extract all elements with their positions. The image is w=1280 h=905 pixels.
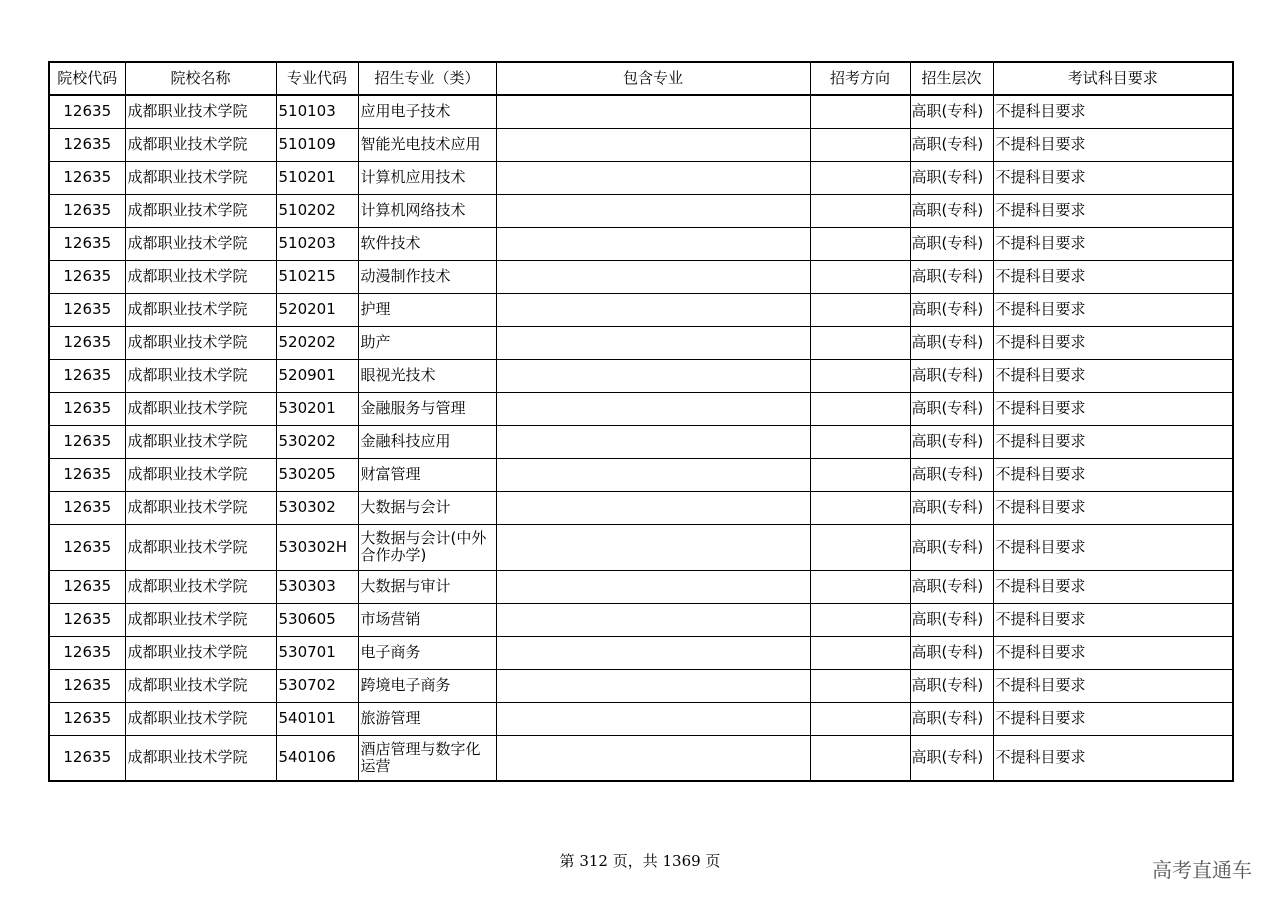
cell-school-code: 12635 [49, 293, 125, 326]
cell-school-code: 12635 [49, 425, 125, 458]
cell-direction [810, 603, 910, 636]
cell-level: 高职(专科) [910, 425, 993, 458]
cell-school-code: 12635 [49, 95, 125, 128]
cell-included-majors [496, 260, 810, 293]
cell-level: 高职(专科) [910, 735, 993, 781]
cell-level: 高职(专科) [910, 194, 993, 227]
cell-level: 高职(专科) [910, 260, 993, 293]
cell-level: 高职(专科) [910, 128, 993, 161]
cell-school-name: 成都职业技术学院 [125, 425, 276, 458]
cell-level: 高职(专科) [910, 603, 993, 636]
cell-major-code: 530303 [276, 570, 358, 603]
cell-major: 计算机应用技术 [358, 161, 496, 194]
cell-major: 大数据与会计(中外合作办学) [358, 524, 496, 570]
cell-major: 软件技术 [358, 227, 496, 260]
cell-subject-requirement: 不提科目要求 [993, 128, 1233, 161]
cell-school-name: 成都职业技术学院 [125, 359, 276, 392]
cell-major-code: 510203 [276, 227, 358, 260]
cell-major: 眼视光技术 [358, 359, 496, 392]
cell-subject-requirement: 不提科目要求 [993, 95, 1233, 128]
cell-school-code: 12635 [49, 603, 125, 636]
table-row [49, 702, 1233, 735]
cell-subject-requirement: 不提科目要求 [993, 161, 1233, 194]
cell-included-majors [496, 359, 810, 392]
cell-major: 计算机网络技术 [358, 194, 496, 227]
cell-school-code: 12635 [49, 359, 125, 392]
cell-subject-requirement: 不提科目要求 [993, 636, 1233, 669]
cell-major-code: 510109 [276, 128, 358, 161]
table-row [49, 603, 1233, 636]
cell-direction [810, 392, 910, 425]
cell-school-code: 12635 [49, 669, 125, 702]
cell-direction [810, 491, 910, 524]
cell-level: 高职(专科) [910, 326, 993, 359]
cell-subject-requirement: 不提科目要求 [993, 458, 1233, 491]
cell-major: 应用电子技术 [358, 95, 496, 128]
header-school-code: 院校代码 [49, 62, 125, 95]
cell-subject-requirement: 不提科目要求 [993, 735, 1233, 781]
cell-school-name: 成都职业技术学院 [125, 293, 276, 326]
table-row [49, 491, 1233, 524]
cell-major: 跨境电子商务 [358, 669, 496, 702]
cell-direction [810, 735, 910, 781]
cell-included-majors [496, 161, 810, 194]
cell-school-name: 成都职业技术学院 [125, 194, 276, 227]
cell-school-code: 12635 [49, 702, 125, 735]
cell-school-name: 成都职业技术学院 [125, 491, 276, 524]
cell-included-majors [496, 425, 810, 458]
cell-school-name: 成都职业技术学院 [125, 326, 276, 359]
header-included-majors: 包含专业 [496, 62, 810, 95]
cell-major: 电子商务 [358, 636, 496, 669]
cell-major: 金融科技应用 [358, 425, 496, 458]
cell-major-code: 510201 [276, 161, 358, 194]
cell-major: 助产 [358, 326, 496, 359]
table-row [49, 570, 1233, 603]
cell-major-code: 520202 [276, 326, 358, 359]
cell-subject-requirement: 不提科目要求 [993, 326, 1233, 359]
admissions-table [48, 61, 1234, 782]
cell-major: 动漫制作技术 [358, 260, 496, 293]
cell-school-name: 成都职业技术学院 [125, 702, 276, 735]
table-row [49, 392, 1233, 425]
cell-included-majors [496, 735, 810, 781]
cell-school-name: 成都职业技术学院 [125, 128, 276, 161]
table-row [49, 227, 1233, 260]
cell-school-code: 12635 [49, 735, 125, 781]
cell-subject-requirement: 不提科目要求 [993, 491, 1233, 524]
cell-direction [810, 326, 910, 359]
cell-school-name: 成都职业技术学院 [125, 95, 276, 128]
cell-included-majors [496, 458, 810, 491]
cell-major: 金融服务与管理 [358, 392, 496, 425]
cell-school-name: 成都职业技术学院 [125, 392, 276, 425]
table-row [49, 458, 1233, 491]
cell-included-majors [496, 702, 810, 735]
cell-direction [810, 458, 910, 491]
cell-subject-requirement: 不提科目要求 [993, 425, 1233, 458]
cell-major-code: 530202 [276, 425, 358, 458]
cell-major: 市场营销 [358, 603, 496, 636]
cell-major: 大数据与会计 [358, 491, 496, 524]
cell-major-code: 540101 [276, 702, 358, 735]
cell-school-name: 成都职业技术学院 [125, 636, 276, 669]
cell-subject-requirement: 不提科目要求 [993, 603, 1233, 636]
cell-major-code: 530302H [276, 524, 358, 570]
table-row [49, 293, 1233, 326]
cell-level: 高职(专科) [910, 491, 993, 524]
table-row [49, 425, 1233, 458]
table-row [49, 359, 1233, 392]
cell-subject-requirement: 不提科目要求 [993, 359, 1233, 392]
cell-major-code: 530605 [276, 603, 358, 636]
cell-school-code: 12635 [49, 458, 125, 491]
cell-major-code: 530205 [276, 458, 358, 491]
cell-level: 高职(专科) [910, 293, 993, 326]
table-row [49, 128, 1233, 161]
cell-direction [810, 260, 910, 293]
cell-school-code: 12635 [49, 194, 125, 227]
cell-major-code: 510202 [276, 194, 358, 227]
table-row [49, 735, 1233, 781]
cell-major: 酒店管理与数字化运营 [358, 735, 496, 781]
table-row [49, 326, 1233, 359]
table-row [49, 194, 1233, 227]
cell-major: 智能光电技术应用 [358, 128, 496, 161]
cell-major-code: 530701 [276, 636, 358, 669]
cell-direction [810, 128, 910, 161]
cell-school-name: 成都职业技术学院 [125, 458, 276, 491]
cell-level: 高职(专科) [910, 359, 993, 392]
cell-included-majors [496, 293, 810, 326]
cell-subject-requirement: 不提科目要求 [993, 260, 1233, 293]
table-row [49, 260, 1233, 293]
cell-school-name: 成都职业技术学院 [125, 524, 276, 570]
cell-direction [810, 227, 910, 260]
cell-level: 高职(专科) [910, 392, 993, 425]
cell-level: 高职(专科) [910, 702, 993, 735]
cell-included-majors [496, 392, 810, 425]
cell-included-majors [496, 669, 810, 702]
cell-direction [810, 702, 910, 735]
cell-school-code: 12635 [49, 326, 125, 359]
cell-included-majors [496, 524, 810, 570]
cell-school-name: 成都职业技术学院 [125, 161, 276, 194]
cell-major-code: 520901 [276, 359, 358, 392]
cell-level: 高职(专科) [910, 570, 993, 603]
cell-direction [810, 669, 910, 702]
cell-included-majors [496, 227, 810, 260]
cell-subject-requirement: 不提科目要求 [993, 194, 1233, 227]
cell-direction [810, 524, 910, 570]
cell-major-code: 520201 [276, 293, 358, 326]
cell-major: 护理 [358, 293, 496, 326]
table-row [49, 161, 1233, 194]
cell-school-name: 成都职业技术学院 [125, 669, 276, 702]
cell-subject-requirement: 不提科目要求 [993, 227, 1233, 260]
table-row [49, 95, 1233, 128]
table-header-row [49, 62, 1233, 95]
header-major-code: 专业代码 [276, 62, 358, 95]
cell-direction [810, 161, 910, 194]
cell-school-code: 12635 [49, 161, 125, 194]
cell-level: 高职(专科) [910, 458, 993, 491]
header-major: 招生专业（类） [358, 62, 496, 95]
cell-level: 高职(专科) [910, 636, 993, 669]
cell-direction [810, 425, 910, 458]
table-row [49, 669, 1233, 702]
cell-direction [810, 95, 910, 128]
cell-subject-requirement: 不提科目要求 [993, 524, 1233, 570]
header-level: 招生层次 [910, 62, 993, 95]
cell-level: 高职(专科) [910, 227, 993, 260]
cell-included-majors [496, 95, 810, 128]
cell-direction [810, 293, 910, 326]
cell-level: 高职(专科) [910, 524, 993, 570]
cell-major-code: 510103 [276, 95, 358, 128]
header-direction: 招考方向 [810, 62, 910, 95]
cell-included-majors [496, 491, 810, 524]
cell-school-code: 12635 [49, 128, 125, 161]
table-body [49, 95, 1233, 781]
cell-major: 旅游管理 [358, 702, 496, 735]
cell-subject-requirement: 不提科目要求 [993, 669, 1233, 702]
table-row [49, 524, 1233, 570]
cell-school-code: 12635 [49, 227, 125, 260]
cell-included-majors [496, 603, 810, 636]
cell-direction [810, 636, 910, 669]
cell-subject-requirement: 不提科目要求 [993, 570, 1233, 603]
page-number: 第 312 页，共 1369 页 [559, 852, 721, 870]
cell-level: 高职(专科) [910, 95, 993, 128]
cell-major-code: 530302 [276, 491, 358, 524]
cell-direction [810, 359, 910, 392]
cell-school-code: 12635 [49, 636, 125, 669]
header-subject-requirement: 考试科目要求 [993, 62, 1233, 95]
cell-school-name: 成都职业技术学院 [125, 260, 276, 293]
cell-subject-requirement: 不提科目要求 [993, 293, 1233, 326]
cell-school-name: 成都职业技术学院 [125, 227, 276, 260]
cell-direction [810, 570, 910, 603]
cell-school-code: 12635 [49, 570, 125, 603]
cell-major-code: 530702 [276, 669, 358, 702]
cell-included-majors [496, 636, 810, 669]
cell-level: 高职(专科) [910, 161, 993, 194]
table-row [49, 636, 1233, 669]
cell-major-code: 510215 [276, 260, 358, 293]
cell-level: 高职(专科) [910, 669, 993, 702]
cell-subject-requirement: 不提科目要求 [993, 392, 1233, 425]
cell-school-name: 成都职业技术学院 [125, 603, 276, 636]
cell-school-name: 成都职业技术学院 [125, 570, 276, 603]
cell-school-code: 12635 [49, 392, 125, 425]
cell-included-majors [496, 194, 810, 227]
cell-major-code: 530201 [276, 392, 358, 425]
cell-school-code: 12635 [49, 260, 125, 293]
watermark: 高考直通车 [1152, 858, 1252, 882]
cell-major: 大数据与审计 [358, 570, 496, 603]
cell-included-majors [496, 570, 810, 603]
header-school-name: 院校名称 [125, 62, 276, 95]
cell-school-name: 成都职业技术学院 [125, 735, 276, 781]
cell-school-code: 12635 [49, 524, 125, 570]
cell-included-majors [496, 326, 810, 359]
cell-subject-requirement: 不提科目要求 [993, 702, 1233, 735]
cell-school-code: 12635 [49, 491, 125, 524]
cell-included-majors [496, 128, 810, 161]
cell-direction [810, 194, 910, 227]
cell-major: 财富管理 [358, 458, 496, 491]
cell-major-code: 540106 [276, 735, 358, 781]
